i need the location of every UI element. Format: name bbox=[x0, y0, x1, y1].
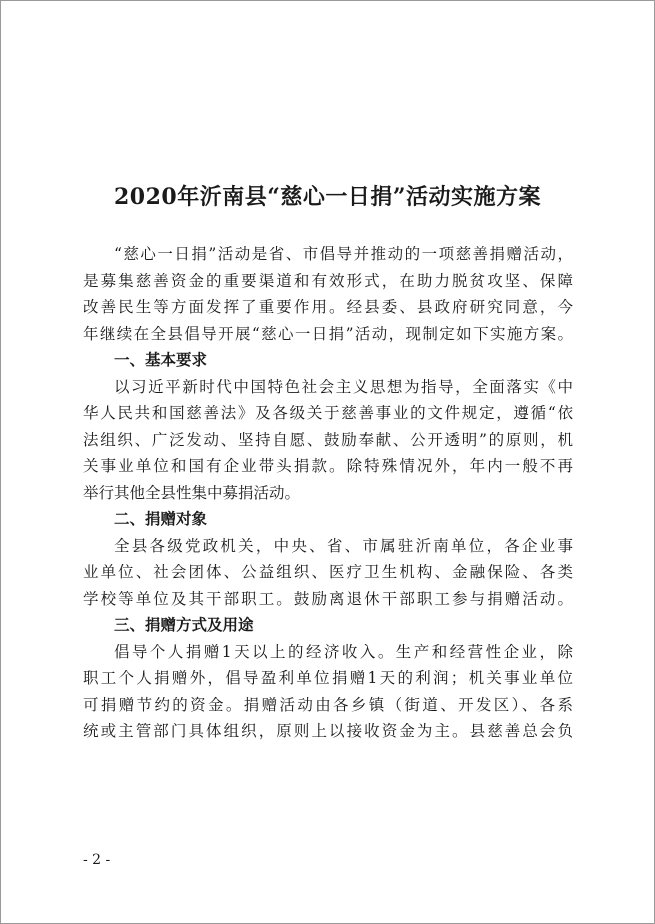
section-line: 全县各级党政机关，中央、省、市属驻沂南单位，各企业事 bbox=[114, 536, 573, 555]
intro-line: 年继续在全县倡导开展“慈心一日捐”活动，现制定如下实施方案。 bbox=[83, 324, 573, 343]
section-heading: 二、捐赠对象 bbox=[114, 510, 208, 528]
section-line: 可捐赠节约的资金。捐赠活动由各乡镇（街道、开发区）、各系 bbox=[83, 695, 573, 714]
section-heading: 一、基本要求 bbox=[114, 351, 208, 369]
section-line: 统或主管部门具体组织，原则上以接收资金为主。县慈善总会负 bbox=[83, 722, 573, 740]
page-number: - 2 - bbox=[83, 852, 111, 868]
intro-line: 是募集慈善资金的重要渠道和有效形式，在助力脱贫攻坚、保障 bbox=[83, 271, 573, 290]
section-heading: 三、捐赠方式及用途 bbox=[114, 616, 254, 634]
intro-line: “慈心一日捐”活动是省、市倡导并推动的一项慈善捐赠活动， bbox=[114, 245, 573, 263]
section-line: 法组织、广泛发动、坚持自愿、鼓励奉献、公开透明”的原则，机 bbox=[83, 430, 573, 449]
document-title: 2020年沂南县“慈心一日捐”活动实施方案 bbox=[113, 184, 542, 210]
document-body bbox=[83, 241, 573, 745]
section-line: 学校等单位及其干部职工。鼓励离退休干部职工参与捐赠活动。 bbox=[83, 589, 573, 608]
section-line: 举行其他全县性集中募捐活动。 bbox=[83, 483, 301, 502]
section-line: 以习近平新时代中国特色社会主义思想为指导，全面落实《中 bbox=[114, 377, 573, 396]
section-line: 华人民共和国慈善法》及各级关于慈善事业的文件规定，遵循“依 bbox=[83, 404, 573, 422]
section-line: 关事业单位和国有企业带头捐款。除特殊情况外，年内一般不再 bbox=[83, 457, 573, 475]
section-line: 业单位、社会团体、公益组织、医疗卫生机构、金融保险、各类 bbox=[83, 563, 573, 581]
section-line: 职工个人捐赠外，倡导盈利单位捐赠1天的利润；机关事业单位 bbox=[83, 669, 573, 687]
intro-line: 改善民生等方面发挥了重要作用。经县委、县政府研究同意，今 bbox=[83, 298, 573, 316]
section-line: 倡导个人捐赠1天以上的经济收入。生产和经营性企业，除 bbox=[114, 642, 573, 661]
